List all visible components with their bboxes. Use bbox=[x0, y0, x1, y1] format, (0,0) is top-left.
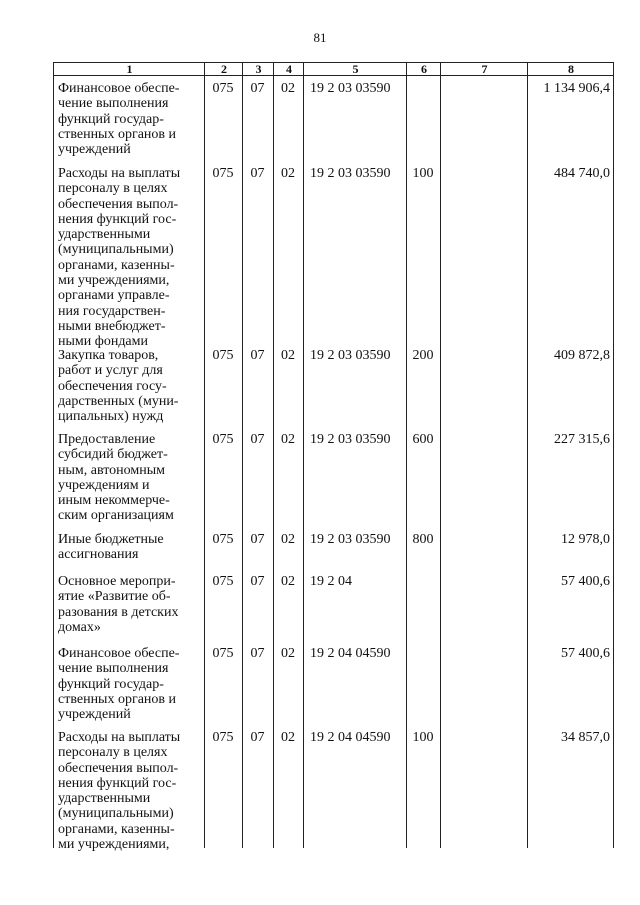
description-line: органами управле- bbox=[58, 288, 170, 304]
subsection-code: 02 bbox=[281, 81, 295, 96]
header-col-4: 4 bbox=[286, 62, 292, 76]
header-col-1: 1 bbox=[126, 62, 133, 76]
row-description bbox=[58, 730, 200, 852]
description-line: разования в детских bbox=[58, 604, 179, 620]
amount: 484 740,0 bbox=[554, 166, 610, 181]
ministry-code: 075 bbox=[212, 166, 234, 181]
subsection-code: 02 bbox=[281, 348, 295, 363]
row-description bbox=[58, 646, 200, 722]
section-code: 07 bbox=[250, 574, 265, 589]
subsection-code: 02 bbox=[281, 646, 295, 661]
row-description bbox=[58, 574, 200, 635]
target-article-code: 19 2 03 03590 bbox=[310, 432, 391, 447]
amount: 1 134 906,4 bbox=[543, 81, 610, 96]
subsection-code: 02 bbox=[281, 574, 295, 589]
description-line: ассигнования bbox=[58, 547, 139, 563]
description-line: учреждений bbox=[58, 142, 131, 158]
description-line: учреждений bbox=[58, 707, 131, 723]
description-line: органами, казенны- bbox=[58, 821, 175, 837]
header-col-2: 2 bbox=[221, 62, 227, 76]
subsection-code: 02 bbox=[281, 730, 295, 745]
description-line: иным некоммерче- bbox=[58, 493, 170, 509]
description-line: ными внебюджет- bbox=[58, 318, 166, 334]
subsection-code: 02 bbox=[281, 532, 295, 547]
target-article-code: 19 2 03 03590 bbox=[310, 166, 391, 181]
subsection-code: 02 bbox=[281, 432, 295, 447]
amount: 34 857,0 bbox=[561, 730, 610, 745]
description-line: обеспечения выпол- bbox=[58, 760, 179, 776]
page-number: 81 bbox=[313, 30, 327, 45]
description-line: Финансовое обеспе- bbox=[58, 81, 180, 96]
description-line: Финансовое обеспе- bbox=[58, 646, 180, 661]
amount: 57 400,6 bbox=[561, 574, 610, 589]
target-article-code: 19 2 03 03590 bbox=[310, 348, 391, 363]
description-line: органами, казенны- bbox=[58, 257, 175, 273]
description-line: ственных органов и bbox=[58, 691, 177, 707]
ministry-code: 075 bbox=[212, 432, 234, 447]
description-line: нения функций гос- bbox=[58, 211, 177, 227]
description-line: ми учреждениями, bbox=[58, 837, 170, 853]
section-code: 07 bbox=[250, 432, 265, 447]
section-code: 07 bbox=[250, 81, 265, 96]
description-line: функций государ- bbox=[58, 111, 164, 127]
description-line: обеспечения госу- bbox=[58, 378, 167, 394]
column-rule bbox=[440, 62, 441, 848]
subsection-code: 02 bbox=[281, 166, 295, 181]
ministry-code: 075 bbox=[212, 81, 234, 96]
target-article-code: 19 2 03 03590 bbox=[310, 532, 391, 547]
description-line: Расходы на выплаты bbox=[58, 730, 181, 745]
header-col-5: 5 bbox=[352, 62, 359, 76]
expense-type-code: 600 bbox=[412, 432, 434, 447]
description-line: ятие «Развитие об- bbox=[58, 589, 171, 605]
description-line: учреждениям и bbox=[58, 477, 150, 493]
ministry-code: 075 bbox=[212, 532, 234, 547]
row-description bbox=[58, 432, 200, 524]
description-line: Предоставление bbox=[58, 432, 156, 447]
column-rule bbox=[303, 62, 304, 848]
column-rule bbox=[53, 62, 54, 848]
expense-type-code: 100 bbox=[412, 730, 434, 745]
header-col-6: 6 bbox=[421, 62, 427, 76]
description-line: обеспечения выпол- bbox=[58, 196, 179, 212]
description-line: нения функций гос- bbox=[58, 775, 177, 791]
row-description bbox=[58, 532, 200, 563]
amount: 409 872,8 bbox=[554, 348, 610, 363]
header-col-3: 3 bbox=[255, 62, 262, 76]
description-line: Расходы на выплаты bbox=[58, 166, 181, 181]
target-article-code: 19 2 04 bbox=[310, 574, 352, 589]
description-line: ственных органов и bbox=[58, 126, 177, 142]
description-line: ударственными bbox=[58, 227, 151, 243]
description-line: ния государствен- bbox=[58, 303, 166, 319]
description-line: (муниципальными) bbox=[58, 242, 174, 258]
description-line: чение выполнения bbox=[58, 96, 169, 112]
description-line: ципальных) нужд bbox=[58, 409, 164, 425]
description-line: ными фондами bbox=[58, 334, 149, 350]
description-line: дарственных (муни- bbox=[58, 393, 179, 409]
expense-type-code: 200 bbox=[412, 348, 434, 363]
description-line: ударственными bbox=[58, 791, 151, 807]
ministry-code: 075 bbox=[212, 574, 234, 589]
header-col-7: 7 bbox=[481, 62, 488, 76]
section-code: 07 bbox=[250, 532, 265, 547]
section-code: 07 bbox=[250, 348, 265, 363]
description-line: Закупка товаров, bbox=[58, 348, 159, 363]
row-description bbox=[58, 166, 200, 350]
description-line: ским организациям bbox=[58, 508, 174, 524]
amount: 227 315,6 bbox=[554, 432, 610, 447]
target-article-code: 19 2 03 03590 bbox=[310, 81, 391, 96]
section-code: 07 bbox=[250, 166, 265, 181]
target-article-code: 19 2 04 04590 bbox=[310, 646, 391, 661]
row-description bbox=[58, 348, 200, 424]
section-code: 07 bbox=[250, 730, 265, 745]
ministry-code: 075 bbox=[212, 730, 234, 745]
description-line: субсидий бюджет- bbox=[58, 447, 168, 463]
description-line: функций государ- bbox=[58, 676, 164, 692]
header-col-8: 8 bbox=[568, 62, 574, 76]
expense-type-code: 100 bbox=[412, 166, 434, 181]
amount: 57 400,6 bbox=[561, 646, 610, 661]
table-header bbox=[53, 62, 614, 76]
ministry-code: 075 bbox=[212, 348, 234, 363]
description-line: Основное меропри- bbox=[58, 574, 176, 589]
description-line: (муниципальными) bbox=[58, 806, 174, 822]
expense-type-code: 800 bbox=[412, 532, 434, 547]
amount: 12 978,0 bbox=[561, 532, 610, 547]
description-line: работ и услуг для bbox=[58, 363, 163, 379]
description-line: чение выполнения bbox=[58, 661, 169, 677]
target-article-code: 19 2 04 04590 bbox=[310, 730, 391, 745]
description-line: Иные бюджетные bbox=[58, 532, 164, 547]
section-code: 07 bbox=[250, 646, 265, 661]
description-line: персоналу в целях bbox=[58, 745, 168, 761]
description-line: ми учреждениями, bbox=[58, 273, 170, 289]
description-line: персоналу в целях bbox=[58, 181, 168, 197]
column-rule bbox=[613, 62, 614, 848]
description-line: домах» bbox=[58, 619, 101, 635]
description-line: ным, автономным bbox=[58, 462, 166, 478]
ministry-code: 075 bbox=[212, 646, 234, 661]
budget-table bbox=[53, 62, 614, 853]
row-description bbox=[58, 81, 200, 157]
